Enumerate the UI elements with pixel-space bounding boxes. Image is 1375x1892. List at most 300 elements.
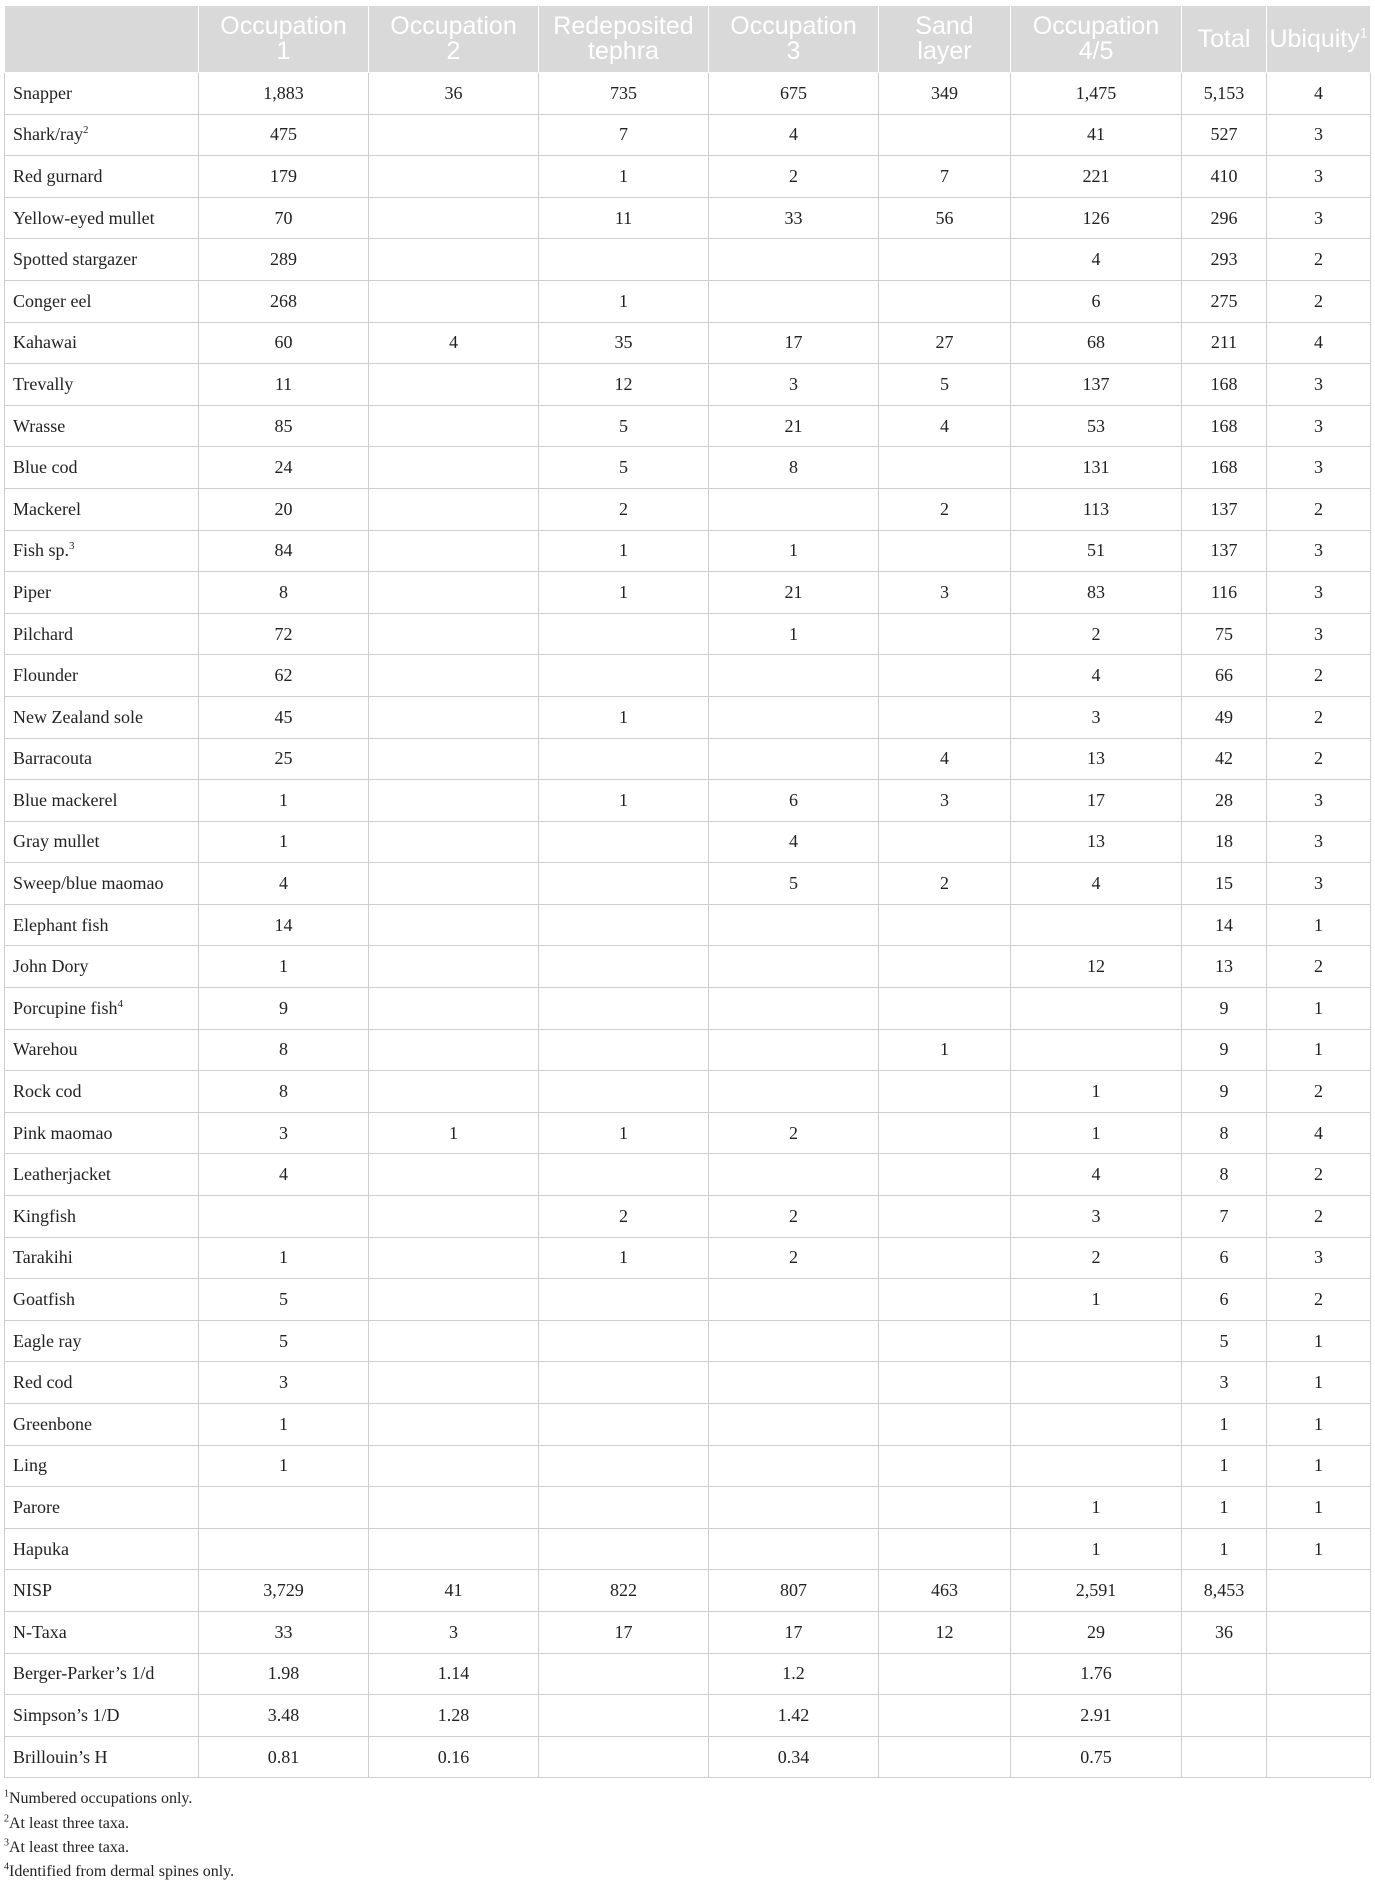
table-cell: 4 [709, 821, 879, 863]
table-cell: 45 [199, 696, 369, 738]
table-cell: 7 [1182, 1196, 1267, 1238]
table-cell [879, 1237, 1011, 1279]
table-cell [369, 1237, 539, 1279]
table-cell: 35 [539, 322, 709, 364]
table-cell [879, 904, 1011, 946]
table-cell: 2 [709, 1112, 879, 1154]
table-cell: 4 [1011, 655, 1182, 697]
table-cell: 5,153 [1182, 73, 1267, 115]
table-cell: 4 [879, 738, 1011, 780]
table-cell: 3 [199, 1112, 369, 1154]
row-label [5, 447, 199, 489]
table-cell: 41 [1011, 114, 1182, 156]
table-cell [1011, 988, 1182, 1030]
table-cell: 1,475 [1011, 73, 1182, 115]
table-cell [539, 738, 709, 780]
table-row [5, 405, 1371, 447]
table-figure [4, 5, 1370, 1885]
row-label-text: John Dory [13, 956, 89, 977]
table-cell: 1 [539, 530, 709, 572]
table-cell: 5 [709, 863, 879, 905]
table-cell [369, 1154, 539, 1196]
table-cell [1267, 1653, 1371, 1695]
table-cell: 126 [1011, 197, 1182, 239]
table-cell [879, 280, 1011, 322]
footnote-mark: 1 [4, 1789, 9, 1801]
footnote-mark: 1 [1359, 24, 1368, 41]
table-cell [539, 1071, 709, 1113]
table-cell [879, 1071, 1011, 1113]
table-cell: 131 [1011, 447, 1182, 489]
table-cell [369, 863, 539, 905]
table-cell: 8,453 [1182, 1570, 1267, 1612]
table-cell: 4 [1267, 322, 1371, 364]
table-cell: 1 [1267, 1362, 1371, 1404]
table-row [5, 1404, 1371, 1446]
table-cell: 2 [879, 488, 1011, 530]
table-cell: 2 [1267, 696, 1371, 738]
table-cell: 24 [199, 447, 369, 489]
table-cell: 17 [539, 1611, 709, 1653]
table-cell: 1 [1267, 1029, 1371, 1071]
table-cell: 463 [879, 1570, 1011, 1612]
row-label [5, 73, 199, 115]
table-cell: 168 [1182, 364, 1267, 406]
row-label [5, 1237, 199, 1279]
table-body [5, 73, 1371, 1778]
row-label [5, 1570, 199, 1612]
table-cell: 2 [539, 488, 709, 530]
table-cell: 2 [1267, 1071, 1371, 1113]
table-cell [1182, 1736, 1267, 1778]
table-row [5, 447, 1371, 489]
table-cell [369, 1029, 539, 1071]
table-cell [369, 1071, 539, 1113]
table-cell [709, 1029, 879, 1071]
table-cell: 4 [199, 863, 369, 905]
row-label [5, 405, 199, 447]
table-cell: 8 [199, 1071, 369, 1113]
table-row [5, 197, 1371, 239]
column-header-line: Ubiquity$^1$ [1269, 24, 1368, 53]
table-cell: 0.75 [1011, 1736, 1182, 1778]
table-cell: 62 [199, 655, 369, 697]
table-cell: 275 [1182, 280, 1267, 322]
table-cell [709, 1528, 879, 1570]
row-label [5, 1154, 199, 1196]
footnote-text: Identified from dermal spines only. [9, 1863, 235, 1881]
row-label [5, 696, 199, 738]
table-cell: 2 [709, 1196, 879, 1238]
table-row [5, 863, 1371, 905]
table-cell [709, 655, 879, 697]
table-row [5, 1653, 1371, 1695]
table-cell [709, 1279, 879, 1321]
table-cell [709, 1404, 879, 1446]
row-label [5, 280, 199, 322]
table-cell: 3 [1011, 696, 1182, 738]
table-cell: 5 [539, 447, 709, 489]
table-cell [369, 738, 539, 780]
table-cell: 25 [199, 738, 369, 780]
row-label-text: Barracouta [13, 748, 92, 769]
table-row [5, 1528, 1371, 1570]
row-label-text: Porcupine fish [13, 997, 118, 1018]
table-cell: 137 [1011, 364, 1182, 406]
table-row [5, 738, 1371, 780]
table-cell [369, 530, 539, 572]
row-label-text: Mackerel [13, 498, 81, 519]
table-cell: 4 [1011, 1154, 1182, 1196]
table-cell: 1 [199, 780, 369, 822]
table-cell: 8 [1182, 1112, 1267, 1154]
row-label [5, 904, 199, 946]
table-cell: 3.48 [199, 1695, 369, 1737]
table-cell: 3 [1267, 156, 1371, 198]
table-cell: 12 [539, 364, 709, 406]
column-header-line: tephra [588, 37, 659, 65]
table-cell [539, 1487, 709, 1529]
table-cell [709, 280, 879, 322]
table-cell: 41 [369, 1570, 539, 1612]
row-label-text: NISP [13, 1580, 53, 1601]
footnote-mark: 3 [69, 540, 75, 553]
table-cell [369, 572, 539, 614]
table-cell [709, 696, 879, 738]
row-label-text: Eagle ray [13, 1330, 82, 1351]
table-cell: 179 [199, 156, 369, 198]
table-row [5, 114, 1371, 156]
table-cell [369, 156, 539, 198]
table-cell: 1 [1182, 1404, 1267, 1446]
table-cell [369, 655, 539, 697]
table-cell: 56 [879, 197, 1011, 239]
column-header [709, 6, 879, 73]
table-cell: 12 [1011, 946, 1182, 988]
table-cell [369, 1320, 539, 1362]
table-cell: 42 [1182, 738, 1267, 780]
table-cell: 8 [199, 572, 369, 614]
table-cell [199, 1487, 369, 1529]
row-label-text: Wrasse [13, 415, 66, 436]
table-cell: 5 [199, 1279, 369, 1321]
table-cell: 6 [709, 780, 879, 822]
table-cell: 2 [1267, 655, 1371, 697]
table-cell [879, 988, 1011, 1030]
table-cell: 11 [199, 364, 369, 406]
table-cell: 1.14 [369, 1653, 539, 1695]
table-cell [879, 655, 1011, 697]
row-label-text: Goatfish [13, 1289, 75, 1310]
table-cell: 1 [1182, 1528, 1267, 1570]
table-row [5, 988, 1371, 1030]
table-row [5, 364, 1371, 406]
row-label-text: Leatherjacket [13, 1164, 111, 1185]
table-cell [709, 1320, 879, 1362]
row-label-text: Parore [13, 1496, 60, 1517]
row-label-text: Red cod [13, 1372, 73, 1393]
table-row [5, 156, 1371, 198]
table-cell: 1 [709, 613, 879, 655]
table-cell: 1 [539, 156, 709, 198]
table-cell: 3 [199, 1362, 369, 1404]
table-cell [1267, 1695, 1371, 1737]
table-row [5, 946, 1371, 988]
table-row [5, 1320, 1371, 1362]
row-label-text: Red gurnard [13, 165, 103, 186]
table-cell [879, 114, 1011, 156]
column-header-line: 2 [446, 37, 461, 65]
header-row [5, 6, 1371, 73]
table-row [5, 1279, 1371, 1321]
table-cell [1011, 1445, 1182, 1487]
table-cell: 33 [199, 1611, 369, 1653]
table-cell: 1.28 [369, 1695, 539, 1737]
table-row [5, 1695, 1371, 1737]
table-cell: 349 [879, 73, 1011, 115]
table-cell: 0.34 [709, 1736, 879, 1778]
table-cell: 1 [539, 572, 709, 614]
row-label-text: Shark/ray [13, 124, 83, 145]
table-row [5, 572, 1371, 614]
footnote-mark: 2 [4, 1813, 9, 1825]
table-cell: 17 [709, 1611, 879, 1653]
table-cell: 1 [199, 821, 369, 863]
table-cell [709, 988, 879, 1030]
table-cell [709, 1445, 879, 1487]
row-label [5, 738, 199, 780]
table-cell [1011, 1404, 1182, 1446]
table-cell: 7 [879, 156, 1011, 198]
table-row [5, 73, 1371, 115]
table-cell [539, 1320, 709, 1362]
table-row [5, 696, 1371, 738]
table-cell: 49 [1182, 696, 1267, 738]
table-cell: 1.98 [199, 1653, 369, 1695]
table-row [5, 613, 1371, 655]
row-label [5, 988, 199, 1030]
row-label [5, 1196, 199, 1238]
table-cell [1011, 1029, 1182, 1071]
column-header-line: 3 [786, 37, 801, 65]
table-cell: 3 [879, 572, 1011, 614]
table-cell: 14 [199, 904, 369, 946]
table-cell: 2 [1267, 1279, 1371, 1321]
row-label [5, 1695, 199, 1737]
table-cell [1011, 904, 1182, 946]
table-cell [539, 1029, 709, 1071]
column-header-line: layer [917, 37, 972, 65]
table-cell [709, 738, 879, 780]
table-cell: 1 [369, 1112, 539, 1154]
table-cell: 0.16 [369, 1736, 539, 1778]
table-cell: 296 [1182, 197, 1267, 239]
table-cell: 83 [1011, 572, 1182, 614]
column-header-line: Total [1197, 24, 1251, 53]
table-cell [879, 946, 1011, 988]
table-header [5, 6, 1371, 73]
table-cell [539, 1736, 709, 1778]
row-label-text: Pink maomao [13, 1122, 113, 1143]
table-cell: 4 [1011, 863, 1182, 905]
table-cell: 8 [709, 447, 879, 489]
row-label-text: Kingfish [13, 1205, 76, 1226]
footnotes [4, 1787, 1370, 1884]
table-cell: 5 [879, 364, 1011, 406]
table-cell: 4 [1011, 239, 1182, 281]
table-cell [369, 780, 539, 822]
table-cell [879, 447, 1011, 489]
column-header-line: 4/5 [1078, 37, 1114, 65]
table-cell [369, 904, 539, 946]
table-row [5, 239, 1371, 281]
table-cell [709, 904, 879, 946]
table-row [5, 1736, 1371, 1778]
table-cell: 21 [709, 572, 879, 614]
table-cell [1182, 1695, 1267, 1737]
column-header [369, 6, 539, 73]
table-cell: 2 [879, 863, 1011, 905]
table-cell: 1 [199, 1404, 369, 1446]
table-cell [1011, 1320, 1182, 1362]
table-row [5, 655, 1371, 697]
row-label-text: Blue cod [13, 457, 78, 478]
table-cell: 1 [1267, 1404, 1371, 1446]
table-cell: 6 [1182, 1279, 1267, 1321]
column-header-line: Occupation [390, 12, 517, 40]
row-label [5, 946, 199, 988]
table-cell: 1 [1267, 904, 1371, 946]
table-cell: 33 [709, 197, 879, 239]
table-row [5, 1487, 1371, 1529]
table-cell: 4 [709, 114, 879, 156]
table-cell [1011, 1362, 1182, 1404]
table-row [5, 1196, 1371, 1238]
table-cell [539, 946, 709, 988]
table-cell: 51 [1011, 530, 1182, 572]
table-cell: 1.42 [709, 1695, 879, 1737]
table-cell [1182, 1653, 1267, 1695]
row-label [5, 197, 199, 239]
row-label [5, 780, 199, 822]
table-cell: 18 [1182, 821, 1267, 863]
footnote [4, 1812, 1370, 1836]
row-label-text: Tarakihi [13, 1247, 73, 1268]
table-cell: 21 [709, 405, 879, 447]
table-cell: 3 [1267, 1237, 1371, 1279]
row-label [5, 1487, 199, 1529]
row-label [5, 1112, 199, 1154]
row-label [5, 1653, 199, 1695]
row-label-text: Spotted stargazer [13, 249, 138, 270]
table-cell: 2 [1267, 738, 1371, 780]
table-cell [709, 239, 879, 281]
row-label-text: Elephant fish [13, 914, 109, 935]
row-label-text: Fish sp. [13, 540, 70, 561]
table-cell [199, 1528, 369, 1570]
table-cell: 70 [199, 197, 369, 239]
row-label [5, 364, 199, 406]
footnote-mark: 4 [4, 1861, 9, 1873]
table-cell [369, 447, 539, 489]
table-cell [879, 1362, 1011, 1404]
table-cell: 28 [1182, 780, 1267, 822]
table-cell [879, 530, 1011, 572]
table-cell [539, 239, 709, 281]
table-cell [879, 1320, 1011, 1362]
table-cell: 29 [1011, 1611, 1182, 1653]
table-cell [539, 1695, 709, 1737]
row-label-text: Pilchard [13, 623, 73, 644]
column-header-line: 1 [276, 37, 291, 65]
table-cell: 5 [1182, 1320, 1267, 1362]
table-cell: 211 [1182, 322, 1267, 364]
row-label [5, 655, 199, 697]
row-label [5, 114, 199, 156]
table-cell: 1 [1267, 1445, 1371, 1487]
table-cell: 4 [1267, 1112, 1371, 1154]
table-cell: 2 [1011, 613, 1182, 655]
table-cell: 2.91 [1011, 1695, 1182, 1737]
column-header-line: Redeposited [553, 12, 694, 40]
table-cell: 13 [1182, 946, 1267, 988]
table-cell: 36 [1182, 1611, 1267, 1653]
footnote-mark: 3 [4, 1837, 9, 1849]
table-cell: 1 [1011, 1487, 1182, 1529]
table-row [5, 780, 1371, 822]
table-cell [369, 1487, 539, 1529]
row-label-text: Gray mullet [13, 831, 100, 852]
table-cell [369, 364, 539, 406]
column-header-line: Occupation [730, 12, 857, 40]
table-cell [369, 1196, 539, 1238]
fish-taxa-table [4, 5, 1371, 1778]
table-cell: 3 [1182, 1362, 1267, 1404]
table-cell [879, 1404, 1011, 1446]
table-row [5, 530, 1371, 572]
table-cell [879, 1695, 1011, 1737]
table-cell: 36 [369, 73, 539, 115]
row-label [5, 1029, 199, 1071]
table-cell [879, 821, 1011, 863]
table-cell [1267, 1736, 1371, 1778]
row-label-text: New Zealand sole [13, 706, 143, 727]
row-label-text: Kahawai [13, 332, 77, 353]
row-label [5, 613, 199, 655]
row-label [5, 156, 199, 198]
table-cell: 5 [199, 1320, 369, 1362]
table-row [5, 1154, 1371, 1196]
table-cell [539, 821, 709, 863]
table-row [5, 821, 1371, 863]
row-label-text: Yellow-eyed mullet [13, 207, 155, 228]
table-cell: 1 [1011, 1279, 1182, 1321]
row-label [5, 863, 199, 905]
table-row [5, 322, 1371, 364]
table-cell [709, 1154, 879, 1196]
footnote-mark: 4 [117, 997, 123, 1010]
row-label [5, 530, 199, 572]
table-cell: 1 [1182, 1487, 1267, 1529]
row-label [5, 1279, 199, 1321]
table-cell: 27 [879, 322, 1011, 364]
column-header [1267, 6, 1371, 73]
table-cell [539, 988, 709, 1030]
table-cell: 9 [1182, 1071, 1267, 1113]
table-cell: 0.81 [199, 1736, 369, 1778]
table-cell [369, 1528, 539, 1570]
table-cell [879, 1112, 1011, 1154]
